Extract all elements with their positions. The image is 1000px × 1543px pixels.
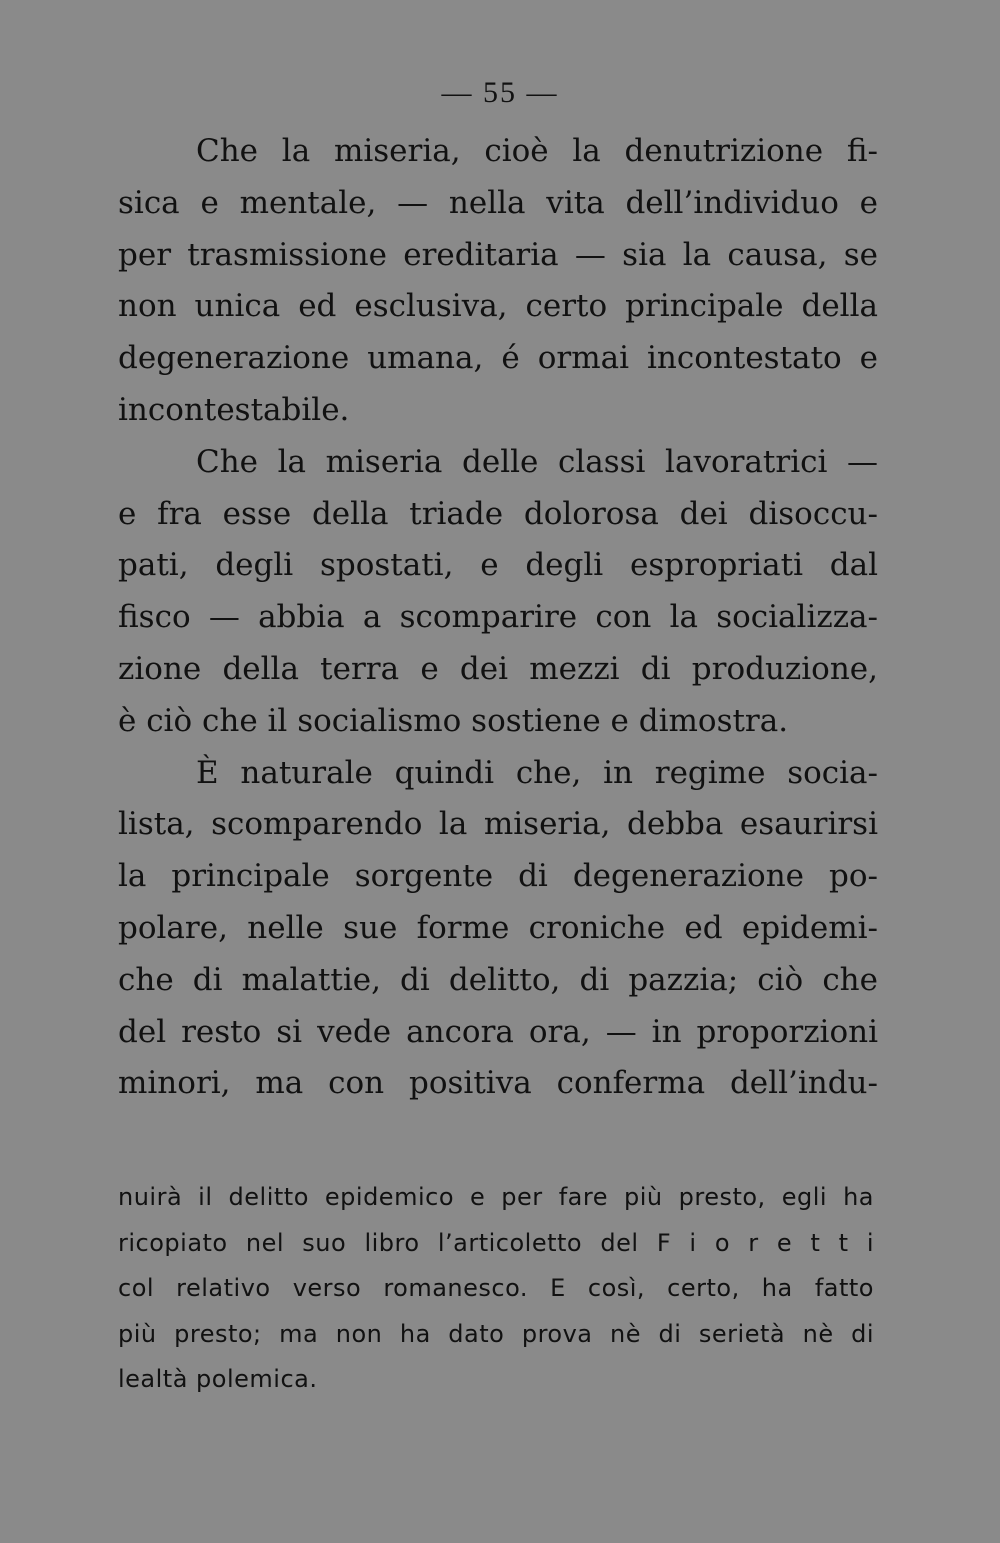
footnote — [118, 1175, 874, 1403]
text-line: minori, ma con positiva conferma dell’indu- — [118, 1065, 878, 1102]
text-line: la principale sorgente di degenerazione po- — [118, 858, 878, 895]
main-text — [118, 126, 878, 1110]
footnote-line: nuirà il delitto epidemico e per fare più presto, egli ha — [118, 1183, 874, 1211]
text-line: lista, scomparendo la miseria, debba esaurirsi — [118, 806, 878, 843]
text-line: che di malattie, di delitto, di pazzia; ciò che — [118, 961, 878, 998]
text-line: Che la miseria delle classi lavoratrici — — [196, 443, 878, 480]
text-line: è ciò che il socialismo sostiene e dimostra. — [118, 702, 789, 739]
footnote-line: ricopiato nel suo libro l’articoletto del F i o r e t t i — [118, 1228, 874, 1257]
text-line: fisco — abbia a scomparire con la socializza- — [118, 599, 878, 636]
text-line: e fra esse della triade dolorosa dei disoccu- — [118, 495, 878, 532]
footnote-line: lealtà polemica. — [118, 1365, 318, 1393]
text-line: del resto si vede ancora ora, — in proporzioni — [118, 1013, 878, 1050]
text-line: zione della terra e dei mezzi di produzione, — [118, 650, 878, 687]
text-line: non unica ed esclusiva, certo principale della — [118, 288, 878, 325]
page-number — [0, 76, 1000, 110]
text-line: incontestabile. — [118, 391, 350, 428]
text-line: degenerazione umana, é ormai incontestato e — [118, 340, 878, 377]
text-line: pati, degli spostati, e degli espropriati dal — [118, 547, 878, 584]
text-line: sica e mentale, — nella vita dell’individuo e — [118, 184, 878, 221]
text-line: polare, nelle sue forme croniche ed epidemi- — [118, 909, 878, 946]
text-line: Che la miseria, cioè la denutrizione fi- — [196, 133, 878, 169]
text-line: per trasmissione ereditaria — sia la causa, se — [118, 236, 878, 273]
page-number-text: — 55 — — [441, 76, 559, 109]
footnote-line: più presto; ma non ha dato prova nè di serietà nè di — [118, 1319, 874, 1348]
footnote-line: col relativo verso romanesco. E così, certo, ha fatto — [118, 1274, 874, 1302]
text-line: È naturale quindi che, in regime socia- — [196, 754, 878, 791]
